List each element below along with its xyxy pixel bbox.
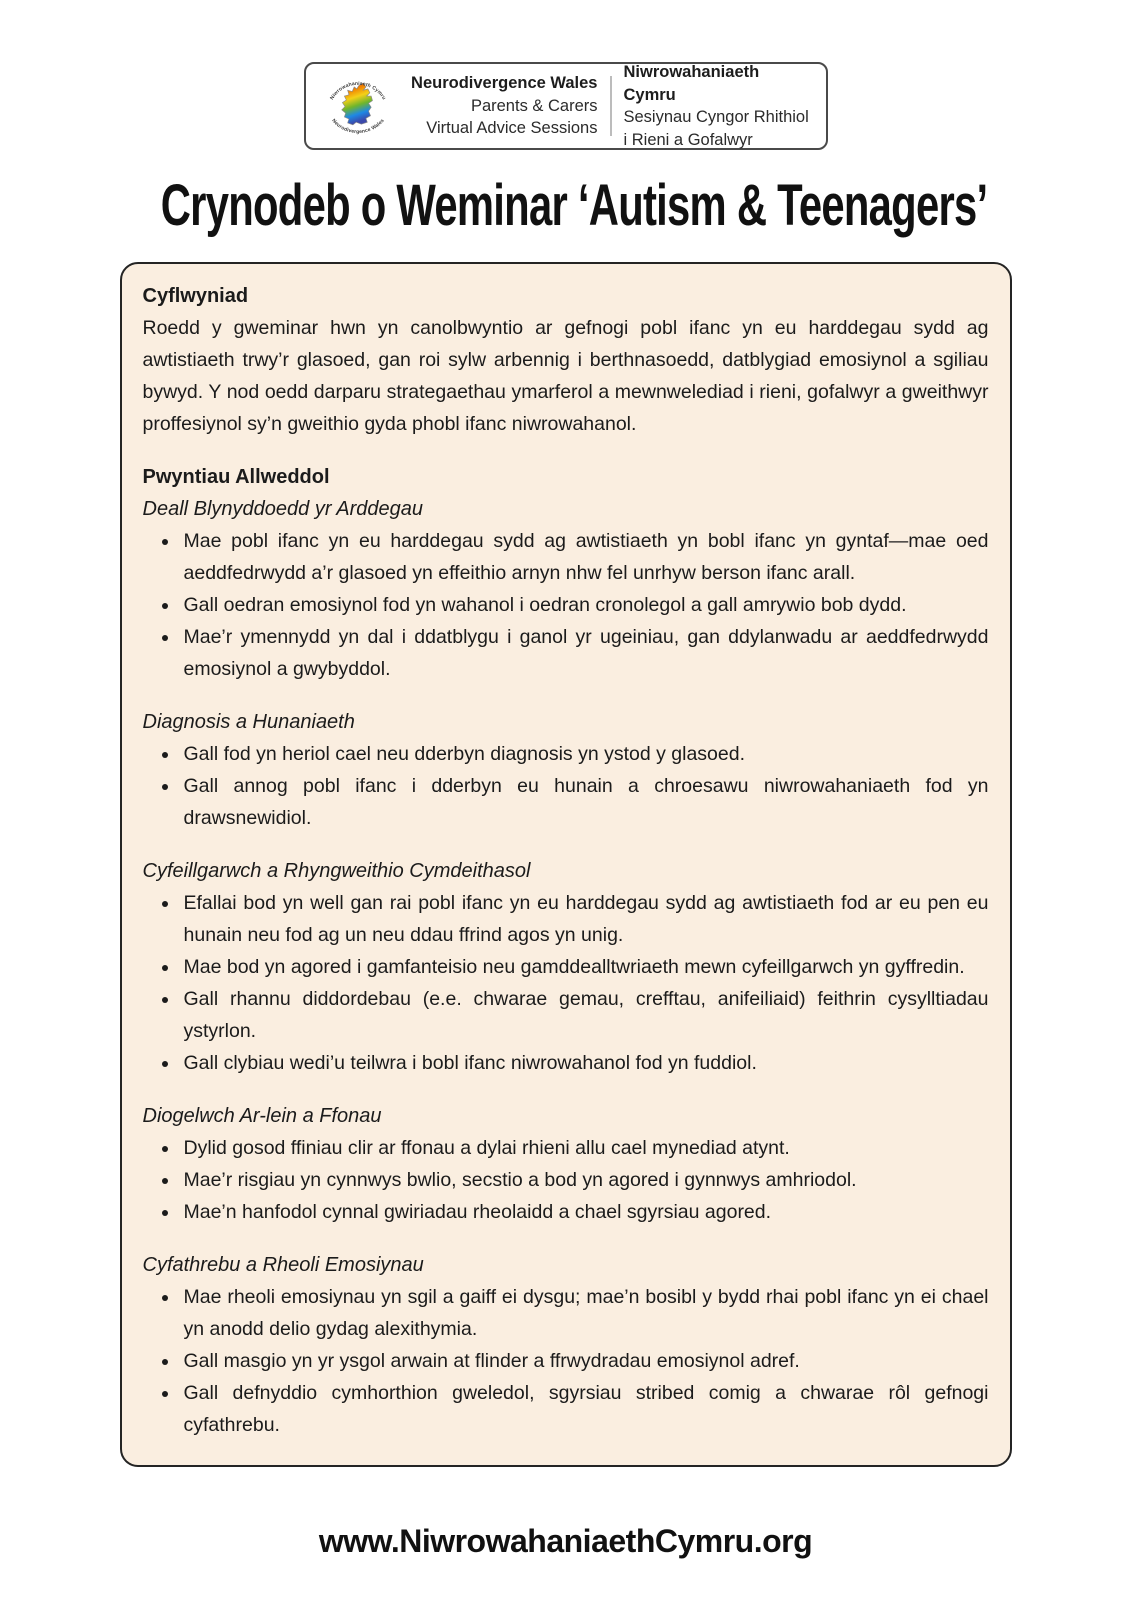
section-online-safety-phones — [143, 1100, 989, 1228]
bullet-list — [143, 738, 989, 834]
header-welsh-line2: Sesiynau Cyngor Rhithiol — [623, 108, 809, 126]
bullet-item: • Gall oedran emosiynol fod yn wahanol i oedran cronolegol a gall amrywio bob dydd. — [180, 589, 989, 621]
logo-arc-bottom-text: Neurodivergence Wales — [329, 117, 386, 136]
bullet-item: • Gall defnyddio cymhorthion gweledol, sgyrsiau stribed comig a chwarae rôl gefnogi cyfathrebu. — [180, 1377, 989, 1441]
bullet-item: • Efallai bod yn well gan rai pobl ifanc yn eu harddegau sydd ag awtistiaeth fod ar eu pen eu hunain neu fod ag un neu ddau ffrind agos yn unig. — [180, 887, 989, 951]
section-teen-years — [143, 493, 989, 685]
header-text-columns — [410, 63, 812, 149]
section-communication-emotions — [143, 1249, 989, 1441]
section-diagnosis-identity — [143, 706, 989, 834]
section-title: Diogelwch Ar-lein a Ffonau — [142, 1105, 382, 1127]
org-logo — [316, 68, 400, 144]
summary-panel — [120, 262, 1012, 1467]
logo-arc-top-text: Niwrowahaniaeth Cymru — [328, 80, 387, 101]
bullet-item: • Mae bod yn agored i gamfanteisio neu gamddealltwriaeth mewn cyfeillgarwch yn gyffredin. — [180, 951, 989, 983]
page-title — [0, 174, 1131, 238]
bullet-item: • Mae rheoli emosiynau yn sgil a gaiff ei dysgu; mae’n bosibl y bydd rhai pobl ifanc yn ei chael yn anodd delio gydag alexithymia. — [180, 1281, 989, 1345]
bullet-item: • Gall clybiau wedi’u teilwra i bobl ifanc niwrowahanol fod yn fuddiol. — [180, 1047, 989, 1079]
intro-paragraph: Roedd y gweminar hwn yn canolbwyntio ar gefnogi pobl ifanc yn eu harddegau sydd ag awtistiaeth trwy’r glasoed, gan roi sylw arbennig i berthnasoedd, datblygiad emosiynol a sgiliau bywyd. Y nod oedd darparu strategaethau ymarferol a mewnwelediad i rieni, gofalwyr a gweithwyr proffesiynol sy’n gweithio gyda phobl ifanc niwrowahanol. — [142, 317, 989, 435]
bullet-list — [143, 1132, 989, 1228]
header-english-line3: Virtual Advice Sessions — [426, 119, 598, 138]
bullet-item: • Gall rhannu diddordebau (e.e. chwarae gemau, crefftau, anifeiliaid) feithrin cysylltiadau ystyrlon. — [180, 983, 989, 1047]
section-title: Diagnosis a Hunaniaeth — [142, 711, 355, 733]
org-name-english: Neurodivergence Wales — [411, 74, 598, 93]
bullet-item: • Dylid gosod ffiniau clir ar ffonau a dylai rhieni allu cael mynediad atynt. — [180, 1132, 989, 1164]
section-title: Cyfathrebu a Rheoli Emosiynau — [142, 1254, 424, 1276]
key-points-heading: Pwyntiau Allweddol — [142, 466, 330, 488]
page-title-text: Crynodeb o Weminar ‘Autism & Teenagers’ — [160, 173, 988, 238]
section-title: Cyfeillgarwch a Rhyngweithio Cymdeithasol — [142, 860, 531, 882]
bullet-list — [143, 1281, 989, 1441]
intro-heading: Cyflwyniad — [142, 285, 249, 307]
section-title: Deall Blynyddoedd yr Arddegau — [142, 498, 424, 520]
bullet-item: • Gall annog pobl ifanc i dderbyn eu hunain a chroesawu niwrowahaniaeth fod yn drawsnewidiol. — [180, 770, 989, 834]
bullet-item: • Mae’r risgiau yn cynnwys bwlio, secstio a bod yn agored i gynnwys amhriodol. — [180, 1164, 989, 1196]
bullet-item: • Mae pobl ifanc yn eu harddegau sydd ag awtistiaeth yn bobl ifanc yn gyntaf—mae oed aeddfedrwydd a’r glasoed yn effeithio arnyn nhw fel unrhyw berson ifanc arall. — [180, 525, 989, 589]
bullet-item: • Mae’n hanfodol cynnal gwiriadau rheolaidd a chael sgyrsiau agored. — [180, 1196, 989, 1228]
header-english-line2: Parents & Carers — [470, 96, 598, 115]
bullet-item: • Gall fod yn heriol cael neu dderbyn diagnosis yn ystod y glasoed. — [180, 738, 989, 770]
header-english-block — [410, 72, 610, 140]
org-name-welsh: Niwrowahaniaeth Cymru — [623, 63, 760, 104]
bullet-item: • Gall masgio yn yr ysgol arwain at flinder a ffrwydradau emosiynol adref. — [180, 1345, 989, 1377]
header-welsh-line3: i Rieni a Gofalwyr — [623, 130, 753, 149]
bullet-list — [143, 887, 989, 1079]
footer-url: www.NiwrowahaniaethCymru.org — [318, 1523, 813, 1559]
org-header-card — [304, 62, 828, 150]
section-friendship-social — [143, 855, 989, 1079]
wales-rainbow-logo-icon — [316, 68, 400, 144]
header-welsh-block — [612, 61, 812, 151]
bullet-item: • Mae’r ymennydd yn dal i ddatblygu i ganol yr ugeiniau, gan ddylanwadu ar aeddfedrwydd emosiynol a gwybyddol. — [180, 621, 989, 685]
bullet-list — [143, 525, 989, 685]
